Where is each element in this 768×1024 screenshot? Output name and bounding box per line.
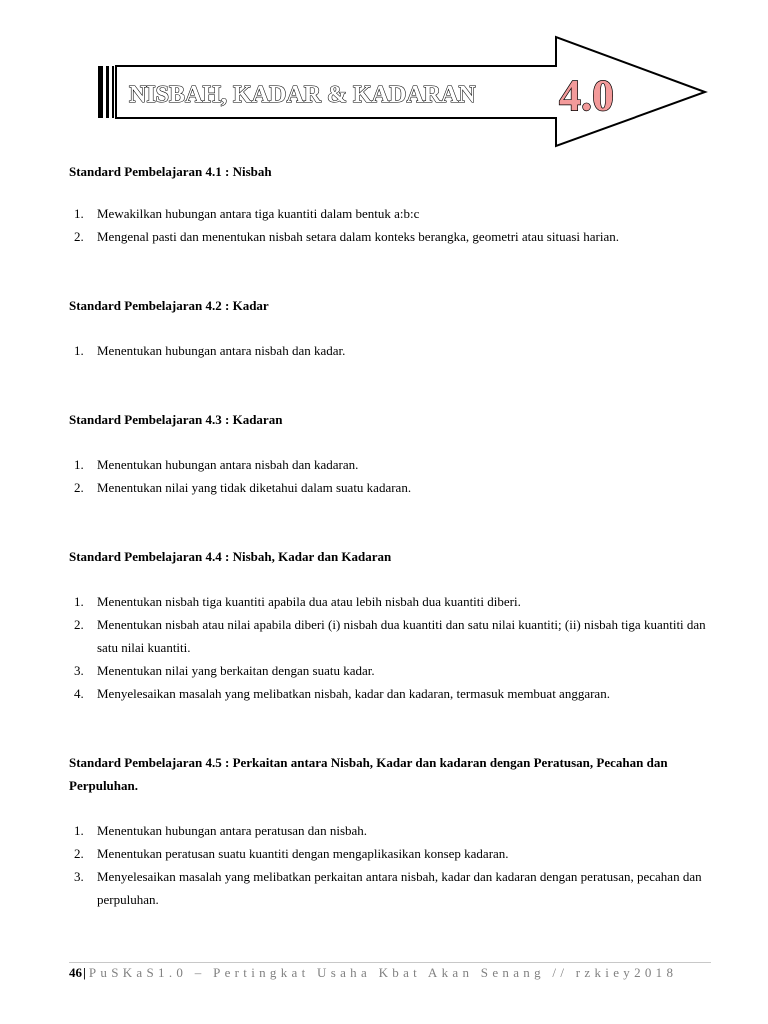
chapter-title: NISBAH, KADAR & KADARAN bbox=[129, 82, 476, 108]
item-text: Menyelesaikan masalah yang melibatkan perkaitan antara nisbah, kadar dan kadaran dengan peratusan, pecahan dan perpuluhan. bbox=[97, 869, 702, 907]
item-number: 1. bbox=[74, 457, 84, 472]
list-item bbox=[69, 225, 709, 248]
item-number: 3. bbox=[74, 663, 84, 678]
list-item bbox=[69, 202, 709, 225]
item-text: Menentukan peratusan suatu kuantiti dengan mengaplikasikan konsep kadaran. bbox=[97, 846, 509, 861]
standard-list bbox=[69, 202, 709, 248]
item-number: 1. bbox=[74, 594, 84, 609]
list-item bbox=[69, 613, 709, 659]
standard-section-4-2 bbox=[69, 294, 709, 362]
footer-separator: | bbox=[83, 965, 86, 980]
page-footer bbox=[69, 962, 711, 981]
item-text: Menentukan nilai yang tidak diketahui dalam suatu kadaran. bbox=[97, 480, 412, 495]
list-item bbox=[69, 453, 709, 476]
section-heading: Standard Pembelajaran 4.3 : Kadaran bbox=[69, 412, 283, 427]
learning-standards bbox=[69, 160, 709, 911]
item-number: 2. bbox=[74, 480, 84, 495]
item-number: 4. bbox=[74, 686, 84, 701]
list-item bbox=[69, 339, 709, 362]
banner-arrow-graphic bbox=[0, 0, 768, 160]
standard-section-4-4 bbox=[69, 545, 709, 705]
item-text: Menentukan nisbah atau nilai apabila diberi (i) nisbah dua kuantiti dan satu nilai kuantiti; (ii) nisbah tiga kuantiti dan satu nilai kuantiti. bbox=[97, 617, 706, 655]
item-text: Mengenal pasti dan menentukan nisbah setara dalam konteks berangka, geometri atau situasi harian. bbox=[97, 229, 619, 244]
list-item bbox=[69, 819, 709, 842]
standard-list bbox=[69, 590, 709, 705]
list-item bbox=[69, 682, 709, 705]
item-text: Menyelesaikan masalah yang melibatkan nisbah, kadar dan kadaran, termasuk membuat anggaran. bbox=[97, 686, 610, 701]
item-number: 1. bbox=[74, 343, 84, 358]
item-number: 1. bbox=[74, 823, 84, 838]
item-text: Menentukan hubungan antara nisbah dan kadar. bbox=[97, 343, 346, 358]
item-number: 2. bbox=[74, 229, 84, 244]
list-item bbox=[69, 590, 709, 613]
chapter-number: 4.0 bbox=[559, 71, 614, 120]
standard-section-4-5 bbox=[69, 751, 709, 911]
item-text: Menentukan nilai yang berkaitan dengan suatu kadar. bbox=[97, 663, 375, 678]
item-number: 2. bbox=[74, 846, 84, 861]
section-heading: Standard Pembelajaran 4.2 : Kadar bbox=[69, 298, 269, 313]
item-number: 3. bbox=[74, 869, 84, 884]
footer-text: PuSKaS1.0 – Pertingkat Usaha Kbat Akan Senang // rzkiey2018 bbox=[88, 965, 678, 980]
standard-list bbox=[69, 453, 709, 499]
section-heading: Standard Pembelajaran 4.1 : Nisbah bbox=[69, 164, 272, 179]
section-heading: Standard Pembelajaran 4.4 : Nisbah, Kadar dan Kadaran bbox=[69, 549, 392, 564]
list-item bbox=[69, 659, 709, 682]
list-item bbox=[69, 865, 709, 911]
standard-section-4-1 bbox=[69, 160, 709, 248]
item-text: Menentukan hubungan antara nisbah dan kadaran. bbox=[97, 457, 359, 472]
item-text: Mewakilkan hubungan antara tiga kuantiti dalam bentuk a:b:c bbox=[97, 206, 420, 221]
page-number: 46 bbox=[69, 965, 82, 980]
standard-list bbox=[69, 819, 709, 911]
item-text: Menentukan nisbah tiga kuantiti apabila dua atau lebih nisbah dua kuantiti diberi. bbox=[97, 594, 521, 609]
item-number: 2. bbox=[74, 617, 84, 632]
list-item bbox=[69, 842, 709, 865]
section-heading: Standard Pembelajaran 4.5 : Perkaitan antara Nisbah, Kadar dan kadaran dengan Peratusan, Pecahan dan Perpuluhan. bbox=[69, 755, 668, 793]
chapter-banner bbox=[0, 0, 768, 160]
item-text: Menentukan hubungan antara peratusan dan nisbah. bbox=[97, 823, 368, 838]
standard-list bbox=[69, 339, 709, 362]
standard-section-4-3 bbox=[69, 408, 709, 499]
list-item bbox=[69, 476, 709, 499]
item-number: 1. bbox=[74, 206, 84, 221]
